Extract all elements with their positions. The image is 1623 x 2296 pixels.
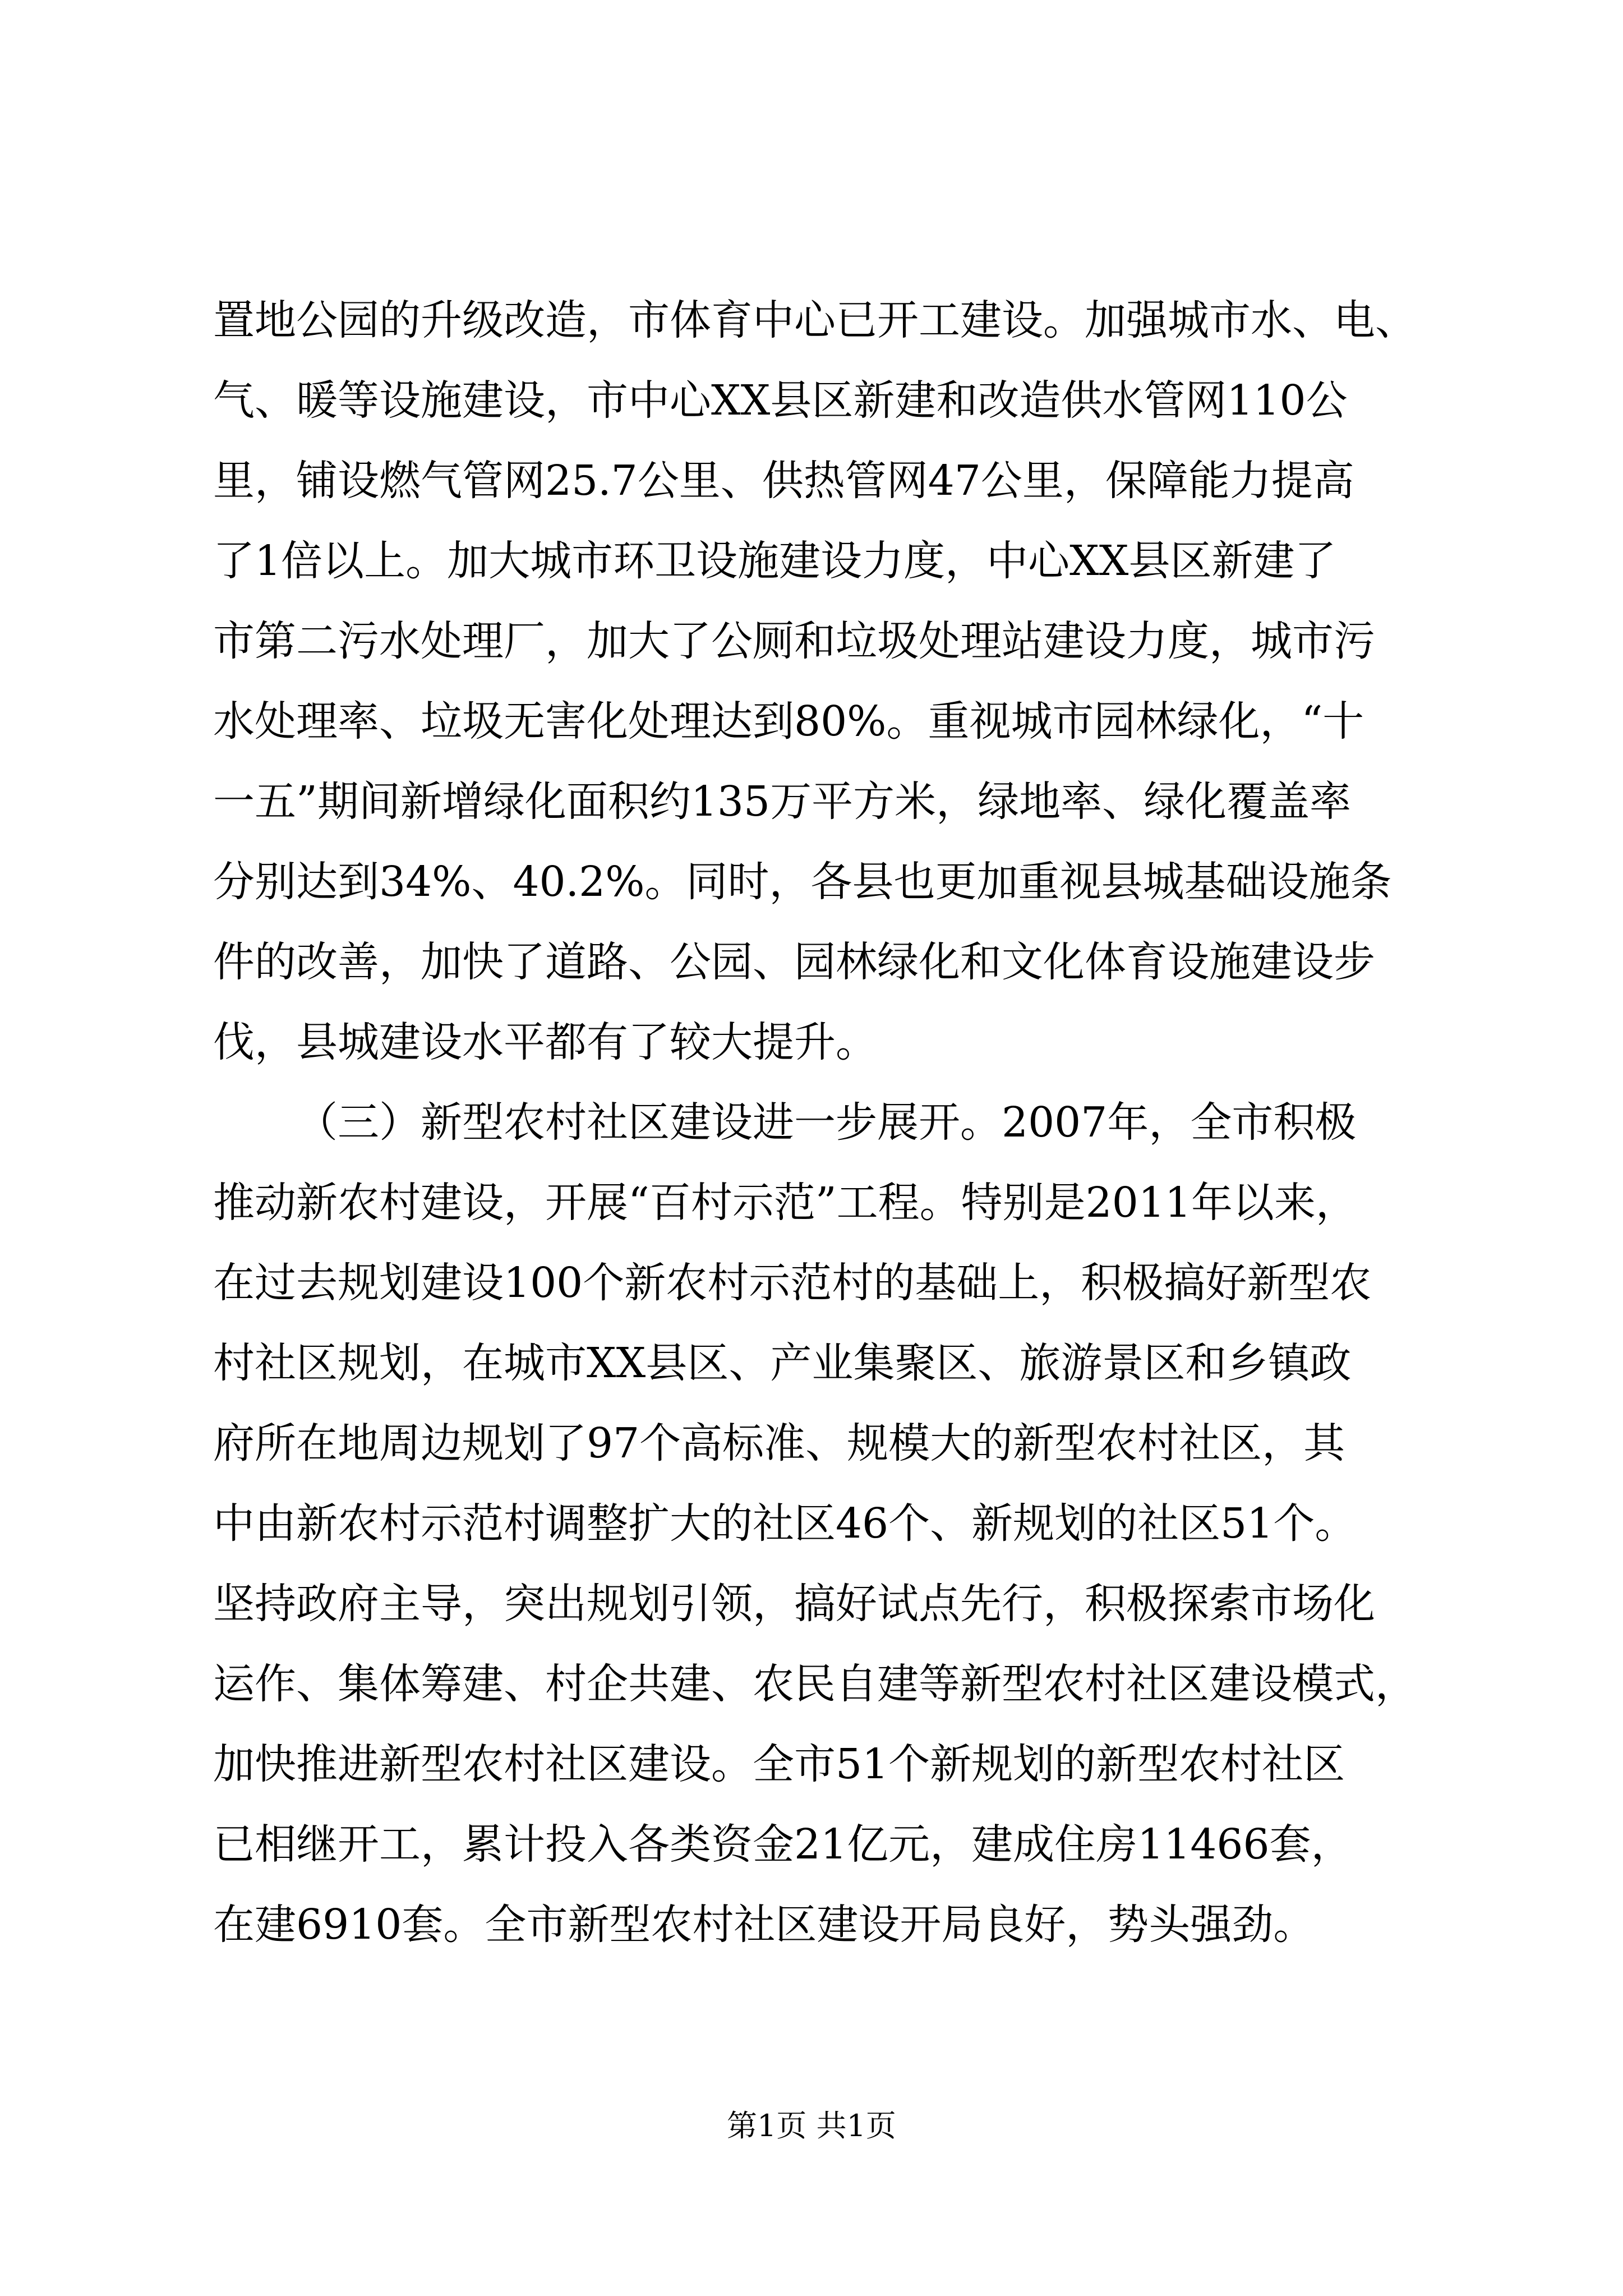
text-line: 里，铺设燃气管网25.7公里、供热管网47公里，保障能力提高 <box>213 457 1354 505</box>
text-line: 一五”期间新增绿化面积约135万平方米，绿地率、绿化覆盖率 <box>213 777 1352 826</box>
text-line: 中由新农村示范村调整扩大的社区46个、新规划的社区51个。 <box>213 1499 1357 1548</box>
text-line: 运作、集体筹建、村企共建、农民自建等新型农村社区建设模式， <box>213 1660 1417 1708</box>
text-line: 坚持政府主导，突出规划引领，搞好试点先行，积极探索市场化 <box>213 1580 1375 1628</box>
document-body <box>213 280 1422 1965</box>
text-line: 伐，县城建设水平都有了较大提升。 <box>213 1018 877 1066</box>
text-line: 市第二污水处理厂，加大了公厕和垃圾处理站建设力度，城市污 <box>213 617 1375 665</box>
text-line: 在建6910套。全市新型农村社区建设开局良好，势头强劲。 <box>213 1901 1315 1949</box>
text-line: 已相继开工，累计投入各类资金21亿元，建成住房11466套， <box>213 1820 1353 1869</box>
text-line: 府所在地周边规划了97个高标准、规模大的新型农村社区，其 <box>213 1419 1345 1467</box>
text-line: 推动新农村建设，开展“百村示范”工程。特别是2011年以来， <box>213 1179 1357 1227</box>
page-footer: 第1页 共1页 <box>727 2108 896 2143</box>
text-line: 加快推进新型农村社区建设。全市51个新规划的新型农村社区 <box>213 1740 1345 1788</box>
text-line: 村社区规划，在城市XX县区、产业集聚区、旅游景区和乡镇政 <box>213 1339 1352 1387</box>
text-line: 置地公园的升级改造，市体育中心已开工建设。加强城市水、电、 <box>213 296 1417 344</box>
text-line: 气、暖等设施建设，市中心XX县区新建和改造供水管网110公 <box>213 376 1348 425</box>
text-line: 分别达到34%、40.2%。同时，各县也更加重视县城基础设施条 <box>213 858 1392 906</box>
text-line: 了1倍以上。加大城市环卫设施建设力度，中心XX县区新建了 <box>213 537 1336 585</box>
text-line: 件的改善，加快了道路、公园、园林绿化和文化体育设施建设步 <box>213 938 1375 986</box>
text-line: （三）新型农村社区建设进一步展开。2007年，全市积极 <box>296 1098 1357 1147</box>
text-line: 在过去规划建设100个新农村示范村的基础上，积极搞好新型农 <box>213 1259 1372 1307</box>
text-line: 水处理率、垃圾无害化处理达到80%。重视城市园林绿化，“十 <box>213 697 1364 746</box>
